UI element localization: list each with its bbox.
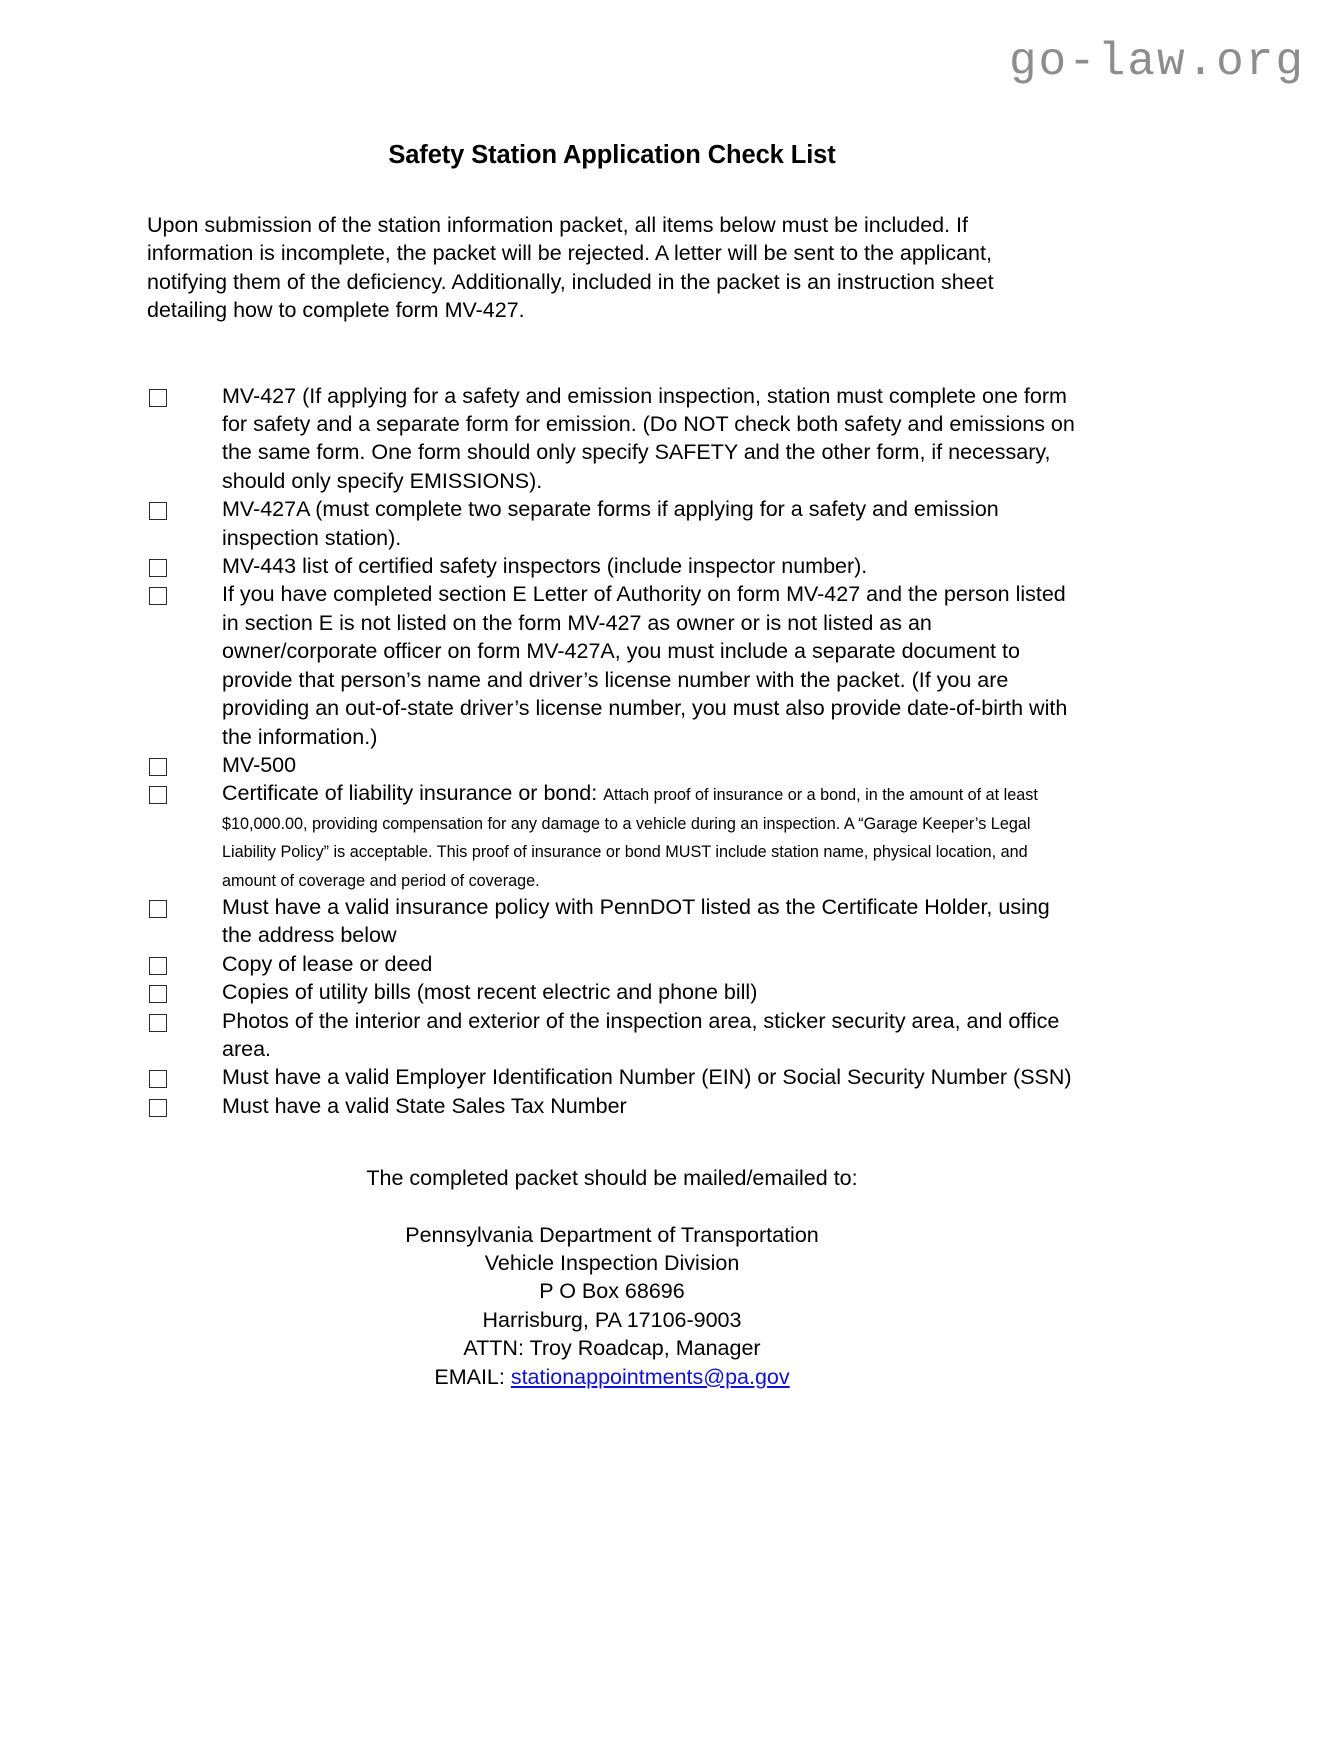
- checklist-item-certificate-holder[interactable]: [147, 893, 1077, 950]
- checkbox-icon[interactable]: [149, 1099, 167, 1117]
- checklist-item-mv427a[interactable]: [147, 495, 1077, 552]
- address-line-city-state-zip: Harrisburg, PA 17106-9003: [482, 1307, 742, 1332]
- checkbox-icon[interactable]: [149, 1014, 167, 1032]
- checkbox-icon[interactable]: [149, 985, 167, 1003]
- checkbox-icon[interactable]: [149, 1070, 167, 1088]
- address-line-attn: ATTN: Troy Roadcap, Manager: [463, 1336, 761, 1361]
- checklist-item-lease-or-deed[interactable]: [147, 950, 1077, 978]
- address-line-agency: Pennsylvania Department of Transportation: [405, 1222, 819, 1247]
- checklist-item-label: MV-427A (must complete two separate forms if applying for a safety and emission inspection station).: [222, 497, 999, 550]
- checklist-item-label: Copy of lease or deed: [222, 951, 433, 976]
- page-title: Safety Station Application Check List: [388, 141, 836, 169]
- checklist-item-liability-insurance[interactable]: [147, 779, 1077, 893]
- checklist-item-lead: Certificate of liability insurance or bond:: [222, 781, 598, 806]
- checkbox-icon[interactable]: [149, 786, 167, 804]
- checklist-item-label: Photos of the interior and exterior of the inspection area, sticker security area, and office area.: [222, 1008, 1060, 1061]
- checklist-item-mv427[interactable]: [147, 382, 1077, 496]
- checklist-item-photos[interactable]: [147, 1007, 1077, 1064]
- checklist-item-label: Must have a valid Employer Identification Number (EIN) or Social Security Number (SSN): [222, 1065, 1072, 1090]
- email-line: [147, 1363, 1077, 1391]
- checkbox-icon[interactable]: [149, 900, 167, 918]
- mailing-instruction: The completed packet should be mailed/emailed to:: [366, 1166, 858, 1191]
- email-label: EMAIL:: [434, 1364, 511, 1389]
- mailing-address-block: [147, 1193, 1077, 1391]
- checklist: [147, 325, 1077, 1121]
- checklist-item-label: Must have a valid insurance policy with PennDOT listed as the Certificate Holder, using the address below: [222, 894, 1050, 948]
- checklist-item-label: MV-443 list of certified safety inspectors (include inspector number).: [222, 554, 868, 579]
- checkbox-icon[interactable]: [149, 957, 167, 975]
- checklist-item-mv443[interactable]: [147, 552, 1077, 580]
- checklist-item-label: Copies of utility bills (most recent electric and phone bill): [222, 980, 758, 1005]
- email-link[interactable]: stationappointments@pa.gov: [510, 1364, 790, 1389]
- checklist-item-utility-bills[interactable]: [147, 978, 1077, 1006]
- checklist-item-fineprint: Attach proof of insurance or a bond, in the amount of at least $10,000.00, providing compensation for any damage to a vehicle during an inspection. A “Garage Keeper’s Legal Liability Policy” is acceptable. This proof of insurance or bond MUST include station name, physical location, and amount of coverage and period of coverage.: [222, 786, 1038, 890]
- address-line-division: Vehicle Inspection Division: [484, 1251, 740, 1275]
- address-line-pobox: P O Box 68696: [539, 1279, 685, 1304]
- checkbox-icon[interactable]: [149, 758, 167, 776]
- document-content: [147, 0, 1077, 1391]
- checkbox-icon[interactable]: [149, 587, 167, 605]
- checklist-item-label: MV-427 (If applying for a safety and emission inspection, station must complete one form for safety and a separate form for emission. (Do NOT check both safety and emissions on the same form. One form should only specify SAFETY and the other form, if necessary, should only specify EMISSIONS).: [222, 383, 1075, 493]
- intro-paragraph: Upon submission of the station information packet, all items below must be included. If information is incomplete, the packet will be rejected. A letter will be sent to the applicant, notifying them of the deficiency. Additionally, included in the packet is an instruction sheet detailing how to complete form MV-427.: [147, 213, 994, 323]
- checkbox-icon[interactable]: [149, 559, 167, 577]
- checklist-item-label: MV-500: [222, 752, 297, 777]
- checkbox-icon[interactable]: [149, 502, 167, 520]
- checklist-item-ein-ssn[interactable]: [147, 1063, 1077, 1091]
- watermark-go-law-org: go-law.org: [1008, 36, 1305, 88]
- checklist-item-letter-of-authority[interactable]: [147, 580, 1077, 750]
- checklist-item-mv500[interactable]: [147, 751, 1077, 779]
- checklist-item-label: [222, 779, 1077, 893]
- checklist-item-label: Must have a valid State Sales Tax Number: [222, 1093, 627, 1118]
- checkbox-icon[interactable]: [149, 389, 167, 407]
- checklist-item-sales-tax-number[interactable]: [147, 1092, 1077, 1120]
- checklist-item-label: If you have completed section E Letter of Authority on form MV-427 and the person listed in section E is not listed on the form MV-427 as owner or is not listed as an owner/corporate officer on form MV-427A, you must include a separate document to provide that person’s name and driver’s license number with the packet. (If you are providing an out-of-state driver’s license number, you must also provide date-of-birth with the information.): [222, 582, 1068, 749]
